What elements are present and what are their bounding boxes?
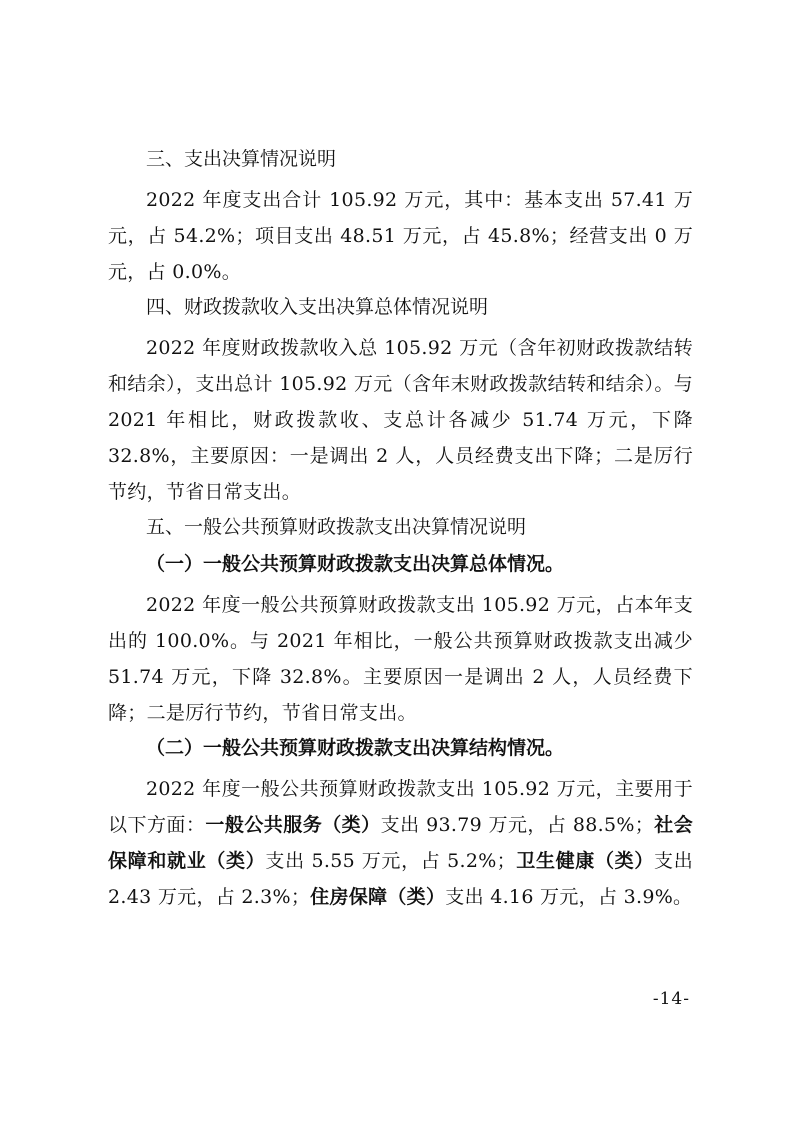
section-5-1-heading: （一）一般公共预算财政拨款支出决算总体情况。 [146,553,565,575]
category-detail: 支出 93.79 万元，占 88.5%； [380,814,655,836]
section-5-1-body: 2022 年度一般公共预算财政拨款支出 105.92 万元，占本年支出的 100.0%。与 2021 年相比，一般公共预算财政拨款支出减少 51.74 万元，下降 32.8%。主要原因一是调出 2 人，人员经费下降；二是厉行节约，节省日常支出。 [108,594,693,724]
page-number: -14- [652,989,690,1009]
section-5-2-body [108,771,693,915]
category-detail: 支出 5.55 万元，占 5.2%； [265,850,516,872]
section-3-body: 2022 年度支出合计 105.92 万元，其中：基本支出 57.41 万元，占 54.2%；项目支出 48.51 万元，占 45.8%；经营支出 0 万元，占 0.0%。 [108,189,693,283]
category-detail: 支出 4.16 万元，占 3.9%。 [445,886,693,908]
section-4-heading: 四、财政拨款收入支出决算总体情况说明 [146,296,489,318]
section-3-heading: 三、支出决算情况说明 [146,148,337,170]
section-5-2-heading: （二）一般公共预算财政拨款支出决算结构情况。 [146,737,565,759]
category-name: 卫生健康（类） [515,850,655,872]
section-4-body: 2022 年度财政拨款收入总 105.92 万元（含年初财政拨款结转和结余），支出总计 105.92 万元（含年末财政拨款结转和结余）。与 2021 年相比，财政拨款收、支总计各减少 51.74 万元，下降 32.8%，主要原因：一是调出 2 人，人员经费支出下降；二是厉行节约，节省日常支出。 [108,337,693,503]
document-page [108,145,693,915]
category-detail: 支出 2.43 万元，占 2.3%； [108,850,694,908]
category-name: 住房保障（类） [310,886,446,908]
section-5-2-intro: 2022 年度一般公共预算财政拨款支出 105.92 万元，主要用于以下方面： [108,778,693,836]
category-name: 社会保障和就业（类） [108,814,693,872]
section-5-heading: 五、一般公共预算财政拨款支出决算情况说明 [146,516,527,538]
category-name: 一般公共服务（类） [205,814,381,836]
